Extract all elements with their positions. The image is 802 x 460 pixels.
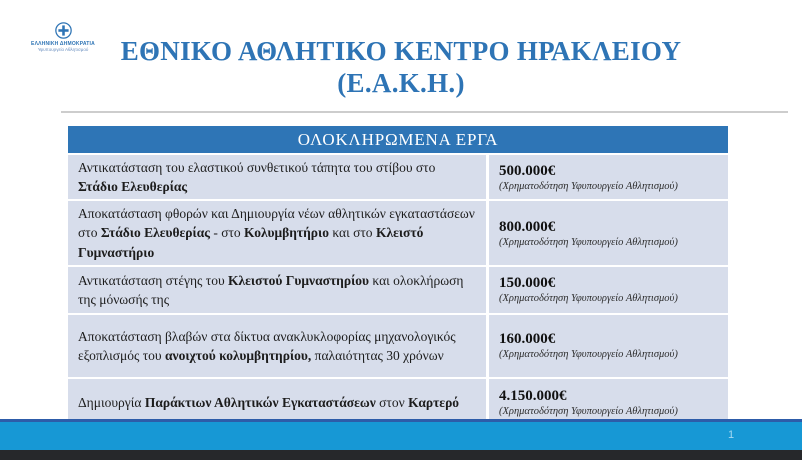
project-description: Αποκατάσταση φθορών και Δημιουργία νέων αθλητικών εγκαταστάσεων στο Στάδιο Ελευθερίας - στο Κολυμβητήριο και στο Κλειστό Γυμναστήριο — [78, 206, 475, 260]
projects-table — [68, 126, 728, 427]
project-amount-cell — [489, 267, 725, 313]
projects-table-body — [68, 153, 728, 427]
project-amount-cell — [489, 155, 725, 199]
project-amount: 500.000€ — [499, 162, 556, 179]
project-description-cell — [68, 201, 489, 264]
slide-title — [0, 36, 802, 99]
footer-bar — [0, 422, 802, 450]
table-row — [68, 153, 728, 199]
page-number: 1 — [728, 429, 735, 441]
project-amount: 160.000€ — [499, 331, 556, 348]
title-line-2: (Ε.Α.Κ.Η.) — [337, 67, 465, 98]
project-description-cell — [68, 267, 489, 313]
project-description-cell — [68, 315, 489, 377]
logo-org-name: ΕΛΛΗΝΙΚΗ ΔΗΜΟΚΡΑΤΙΑ — [31, 41, 95, 47]
title-line-1: ΕΘΝΙΚΟ ΑΘΛΗΤΙΚΟ ΚΕΝΤΡΟ ΗΡΑΚΛΕΙΟΥ — [120, 36, 682, 66]
logo-ministry-name: Υφυπουργείο Αθλητισμού — [37, 47, 89, 52]
project-amount: 800.000€ — [499, 218, 556, 235]
table-row — [68, 265, 728, 313]
table-row — [68, 199, 728, 264]
project-amount: 150.000€ — [499, 275, 556, 292]
funding-note: (Χρηματοδότηση Υφυπουργείο Αθλητισμού) — [499, 349, 678, 361]
funding-note: (Χρηματοδότηση Υφυπουργείο Αθλητισμού) — [499, 293, 678, 305]
divider-line — [61, 111, 788, 113]
project-amount-cell — [489, 201, 725, 264]
table-header: ΟΛΟΚΛΗΡΩΜΕΝΑ ΕΡΓΑ — [68, 126, 728, 153]
project-description-cell — [68, 155, 489, 199]
project-amount: 4.150.000€ — [499, 388, 567, 405]
project-description: Δημιουργία Παράκτιων Αθλητικών Εγκαταστάσεων στον Καρτερό — [78, 395, 460, 411]
funding-note: (Χρηματοδότηση Υφυπουργείο Αθλητισμού) — [499, 236, 678, 248]
funding-note: (Χρηματοδότηση Υφυπουργείο Αθλητισμού) — [499, 406, 678, 418]
funding-note: (Χρηματοδότηση Υφυπουργείο Αθλητισμού) — [499, 180, 678, 192]
project-description: Αντικατάσταση του ελαστικού συνθετικού τάπητα του στίβου στο Στάδιο Ελευθερίας — [78, 160, 436, 195]
bottom-strip — [0, 450, 802, 460]
project-amount-cell — [489, 315, 725, 377]
project-description: Αντικατάσταση στέγης του Κλειστού Γυμναστηρίου και ολοκλήρωση της μόνωσής της — [78, 272, 464, 307]
project-description: Αποκατάσταση βλαβών στα δίκτυα ανακλυκλοφορίας μηχανολογικός εξοπλισμός του ανοιχτού κολυμβητηρίου, παλαιότητας 30 χρόνων — [78, 328, 456, 363]
table-row — [68, 313, 728, 377]
